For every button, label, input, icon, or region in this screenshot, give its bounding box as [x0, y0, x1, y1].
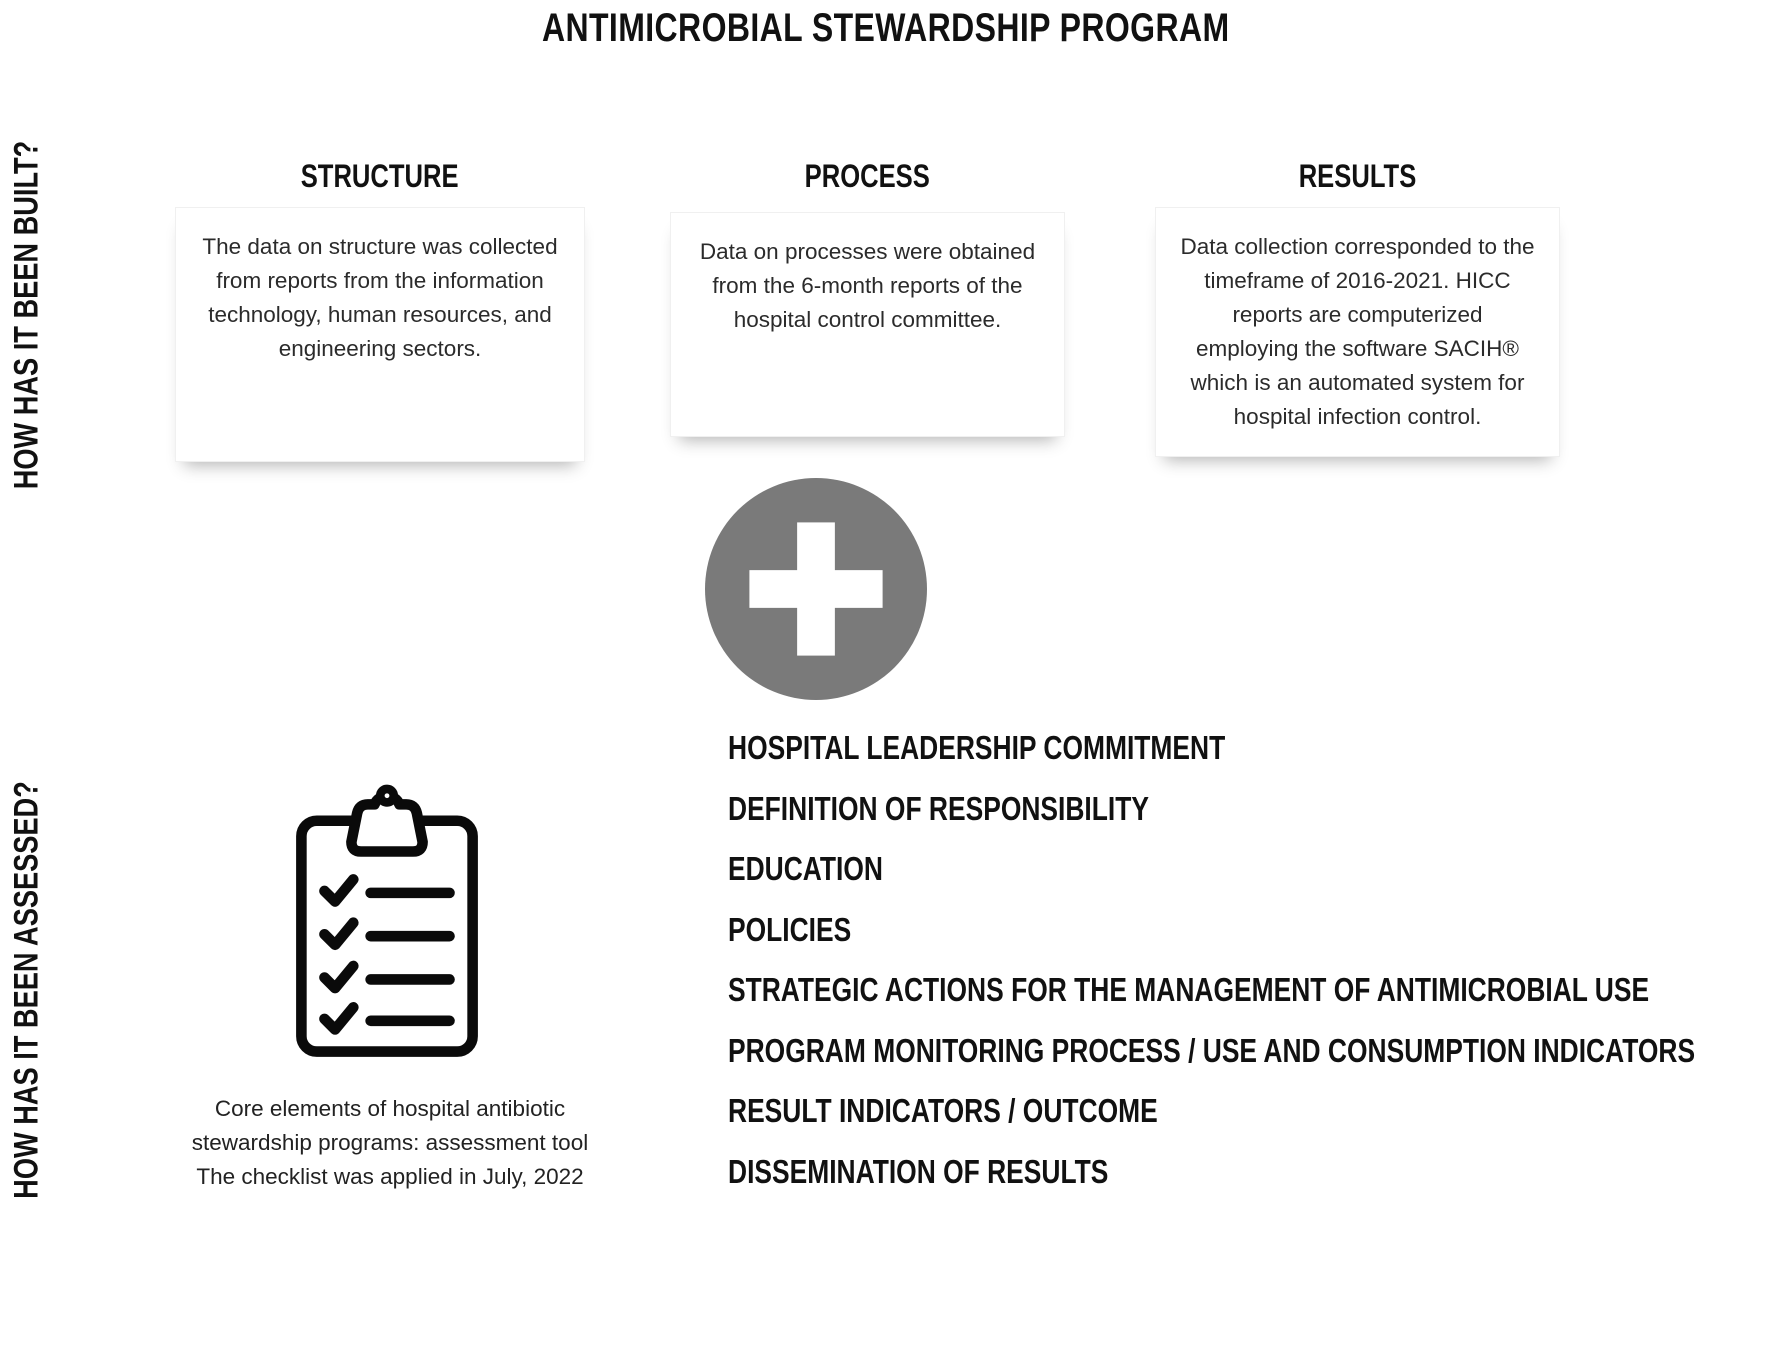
page-title-text: ANTIMICROBIAL STEWARDSHIP PROGRAM: [542, 6, 1230, 50]
card-process-text: Data on processes were obtained from the 6-month reports of the hospital control committee.: [699, 239, 1036, 332]
checklist-caption: [152, 1092, 628, 1194]
card-structure: [175, 207, 585, 462]
column-header-results: RESULTS: [1298, 158, 1417, 194]
side-label-assessed: HOW HAS IT BEEN ASSESSED?: [7, 781, 46, 1199]
assessment-list: [728, 718, 1728, 1202]
page-title: [0, 6, 1772, 51]
card-structure-text: The data on structure was collected from reports from the information technology, human resources, and engineering sectors.: [202, 234, 558, 361]
assessment-item: EDUCATION: [728, 850, 883, 888]
column-header-process: PROCESS: [804, 158, 931, 194]
assessment-item: PROGRAM MONITORING PROCESS / USE AND CONSUMPTION INDICATORS: [728, 1031, 1696, 1069]
clipboard-checklist-icon: [286, 754, 488, 1076]
assessment-item: STRATEGIC ACTIONS FOR THE MANAGEMENT OF ANTIMICROBIAL USE: [728, 971, 1650, 1009]
column-header-structure: STRUCTURE: [301, 158, 459, 194]
card-results: [1155, 207, 1560, 457]
assessment-item: RESULT INDICATORS / OUTCOME: [728, 1092, 1158, 1130]
side-label-built: HOW HAS IT BEEN BUILT?: [7, 140, 46, 490]
assessment-item: DEFINITION OF RESPONSIBILITY: [728, 789, 1149, 827]
checklist-caption-line1: Core elements of hospital antibiotic stewardship programs: assessment tool: [191, 1096, 589, 1155]
card-results-text: Data collection corresponded to the timeframe of 2016-2021. HICC reports are computerized employing the software SACIH® which is an automated system for hospital infection control.: [1180, 234, 1535, 429]
checklist-caption-line2: The checklist was applied in July, 2022: [196, 1164, 584, 1189]
assessment-item: POLICIES: [728, 910, 852, 948]
assessment-item: HOSPITAL LEADERSHIP COMMITMENT: [728, 729, 1226, 767]
assessment-item: DISSEMINATION OF RESULTS: [728, 1152, 1109, 1190]
plus-icon: [705, 478, 927, 700]
card-process: [670, 212, 1065, 437]
